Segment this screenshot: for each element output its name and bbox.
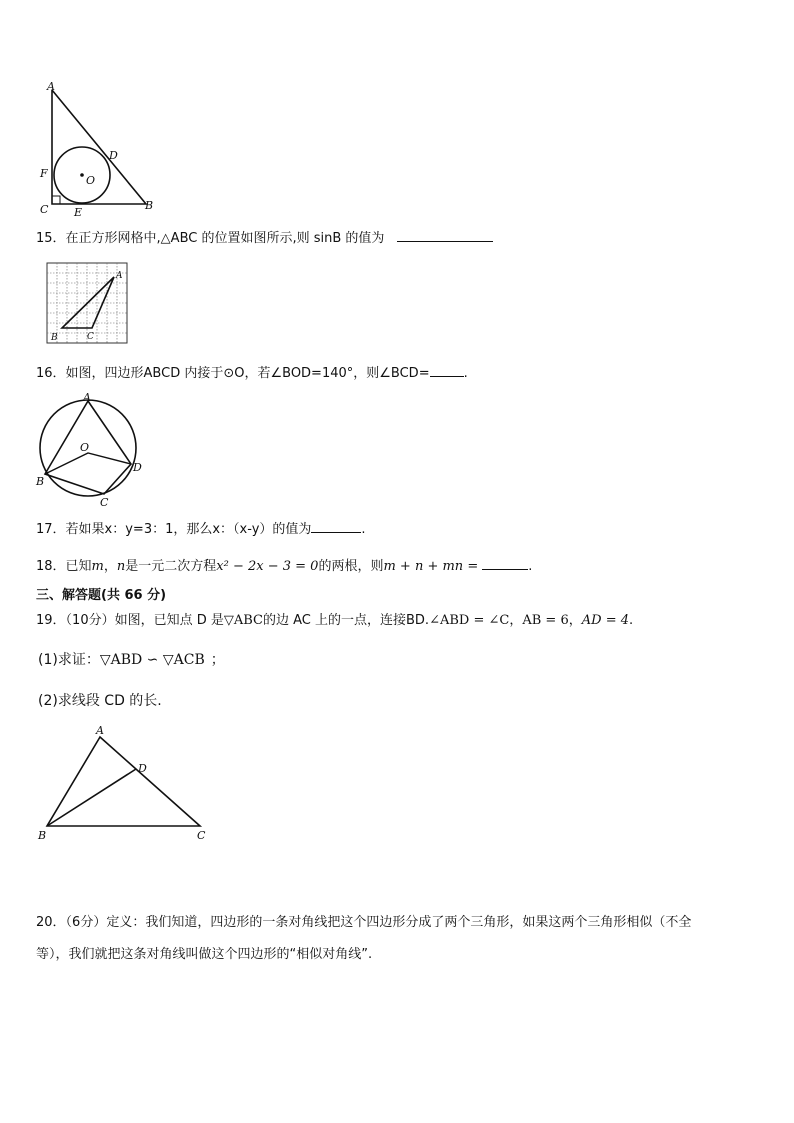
incircle-triangle-figure (36, 78, 166, 220)
section-heading: 三、解答题(共 66 分) (36, 588, 167, 603)
q18-part3: 的两根，则 (318, 559, 384, 574)
q19-part2-text: 求线段 CD 的长. (57, 693, 162, 709)
q18-part2: 是一元二次方程 (125, 559, 217, 574)
q18-var-n: n (116, 559, 126, 574)
q17-period: . (361, 522, 366, 537)
fig16-label-o: O (80, 441, 90, 454)
q18-answer-blank[interactable] (482, 557, 528, 570)
fig15-label-a: A (116, 271, 123, 281)
fig16-label-b: B (36, 475, 45, 488)
q15-question: 15．在正方形网格中,△ABC 的位置如图所示,则 sinB 的值为 (36, 231, 385, 246)
fig16-label-c: C (100, 496, 109, 509)
q16-period: . (463, 366, 468, 381)
q18-equation: x² − 2x − 3 = 0 (216, 559, 319, 574)
fig14-label-c: C (40, 203, 49, 216)
q19-intro-mid: 的边 AC 上的一点，连接BD. (263, 613, 430, 628)
fig14-label-a: A (47, 80, 55, 93)
fig19-label-d: D (138, 762, 147, 775)
q19-sep1: ， (509, 613, 523, 628)
q19-triangle-abc: ▽ABC (223, 613, 263, 628)
q19-ab-value: AB = 6 (522, 613, 569, 628)
q17-answer-blank[interactable] (311, 520, 361, 533)
q19-end: . (629, 613, 634, 628)
fig16-label-d: D (133, 461, 142, 474)
q17-text (36, 520, 366, 539)
q18-period: . (528, 559, 533, 574)
q19-ad-value: AD = 4 (581, 613, 629, 628)
q15-text (36, 229, 493, 248)
q19-part1-number: (1) (38, 652, 58, 668)
q18-var-m: m (91, 559, 104, 574)
q18-comma: ， (103, 559, 117, 574)
fig14-label-b: B (145, 199, 154, 212)
q18-part1: 18．已知 (36, 559, 92, 574)
fig15-label-b: B (51, 333, 58, 343)
q20-line2: 等），我们就把这条对角线叫做这个四边形的“相似对角线”. (36, 947, 373, 962)
q19-part2-number: (2) (38, 693, 58, 709)
q15-answer-blank[interactable] (397, 229, 493, 242)
q17-question: 17．若如果x：y=3：1，那么x：（x-y）的值为 (36, 522, 312, 537)
q19-part1 (38, 651, 225, 669)
q19-part1-end: ； (210, 652, 225, 668)
q18-text (36, 557, 532, 576)
q19-sep2: ， (568, 613, 582, 628)
q18-expression: m + n + mn = (383, 559, 479, 574)
fig19-label-a: A (96, 724, 104, 737)
cyclic-quadrilateral-figure (32, 390, 152, 510)
fig14-label-f: F (40, 167, 48, 180)
similar-triangles-figure (34, 722, 214, 846)
q16-answer-blank[interactable] (430, 364, 464, 377)
fig14-label-e: E (74, 206, 83, 219)
fig14-label-d: D (109, 149, 118, 162)
fig16-label-a: A (83, 391, 91, 404)
q16-text (36, 364, 468, 383)
fig14-label-o: O (86, 174, 96, 187)
q19-angle-condition: ∠ABD = ∠C (429, 613, 510, 628)
fig19-label-b: B (38, 829, 47, 842)
q19-part1-math: ▽ABD ∽ ▽ACB (99, 652, 205, 668)
q16-question: 16．如图，四边形ABCD 内接于⊙O，若∠BOD=140°，则∠BCD= (36, 366, 430, 381)
grid-triangle-figure (46, 262, 128, 344)
q19-part2 (38, 692, 162, 710)
q19-intro-start: 19．（10分）如图，已知点 D 是 (36, 613, 224, 628)
q20-line1: 20．（6分）定义：我们知道，四边形的一条对角线把这个四边形分成了两个三角形，如果这两个三角形相似（不全 (36, 915, 692, 930)
q19-intro (36, 612, 633, 630)
q19-part1-text: 求证： (57, 652, 100, 668)
fig15-label-c: C (87, 332, 94, 342)
fig19-label-c: C (197, 829, 206, 842)
